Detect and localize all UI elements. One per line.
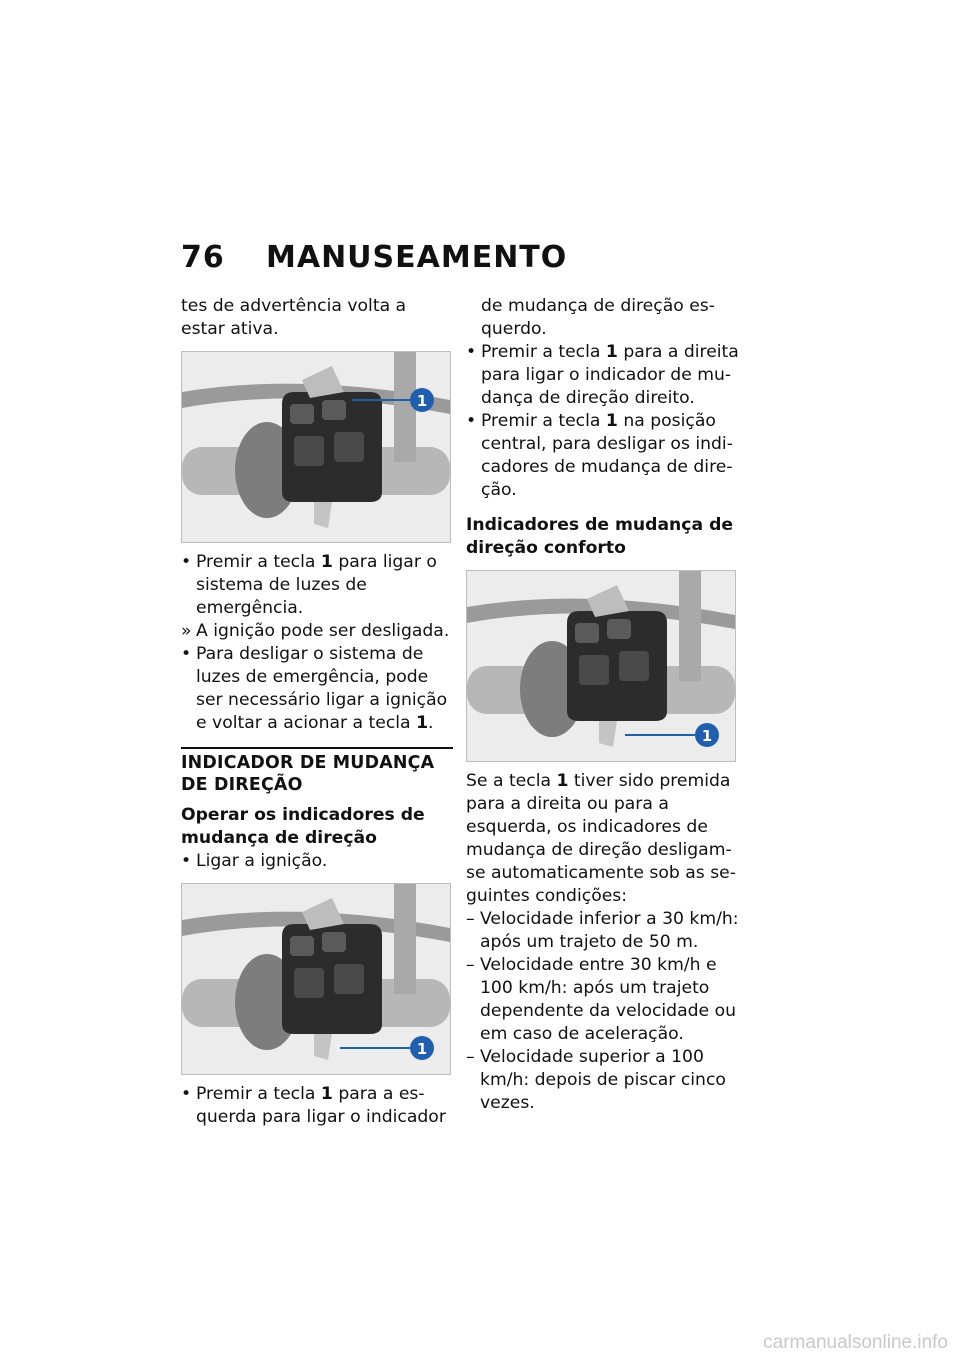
section-title: MANUSEAMENTO bbox=[266, 240, 568, 275]
handlebar-switch-illustration bbox=[182, 884, 450, 1074]
list-item: » A ignição pode ser desligada. bbox=[181, 621, 450, 641]
figure-comfort-turn bbox=[466, 570, 736, 762]
list-item: • Ligar a ignição. bbox=[181, 851, 328, 871]
paragraph: Se a tecla 1 tiver sido premida para a direita ou para a esquerda, os indicadores de mudança de direção desligam-se automaticamente sob as seguintes condições: bbox=[466, 771, 736, 906]
handlebar-switch-illustration bbox=[182, 352, 450, 542]
list-item: • Premir a tecla 1 na posição central, para desligar os indicadores de mudança de direção. bbox=[466, 411, 733, 500]
list-item: • Premir a tecla 1 para a esquerda para ligar o indicador bbox=[181, 1084, 446, 1127]
page-header bbox=[181, 240, 567, 275]
steps-hazard bbox=[181, 551, 453, 735]
figure-callout: 1 bbox=[416, 1040, 428, 1058]
intro-text: tes de advertência volta a estar ativa. bbox=[181, 296, 407, 339]
list-item: – Velocidade superior a 100 km/h: depois de piscar cinco vezes. bbox=[466, 1047, 726, 1113]
column-left bbox=[181, 295, 453, 1129]
figure-callout: 1 bbox=[701, 727, 713, 745]
subheading: Indicadores de mudança de direção conforto bbox=[466, 515, 734, 558]
figure-hazard-button bbox=[181, 351, 451, 543]
continued-text: de mudança de direção esquerdo. bbox=[481, 296, 715, 339]
column-right bbox=[466, 295, 741, 1115]
list-item: • Premir a tecla 1 para ligar o sistema de luzes de emergência. bbox=[181, 552, 437, 618]
list-item: • Premir a tecla 1 para a direita para ligar o indicador de mudança de direção direito. bbox=[466, 342, 739, 408]
figure-callout: 1 bbox=[416, 392, 428, 410]
section-heading: INDICADOR DE MUDANÇA DE DIREÇÃO bbox=[181, 747, 453, 796]
handlebar-switch-illustration bbox=[467, 571, 735, 761]
list-item: – Velocidade entre 30 km/h e 100 km/h: após um trajeto dependente da velocidade ou em caso de aceleração. bbox=[466, 955, 736, 1044]
page-number: 76 bbox=[181, 240, 225, 275]
figure-turn-left bbox=[181, 883, 451, 1075]
list-item: – Velocidade inferior a 30 km/h: após um trajeto de 50 m. bbox=[466, 909, 739, 952]
list-item: • Para desligar o sistema de luzes de emergência, pode ser necessário ligar a ignição e voltar a acionar a tecla 1. bbox=[181, 644, 448, 733]
subheading: Operar os indicadores de mudança de direção bbox=[181, 805, 425, 848]
watermark: carmanualsonline.info bbox=[763, 1332, 948, 1353]
